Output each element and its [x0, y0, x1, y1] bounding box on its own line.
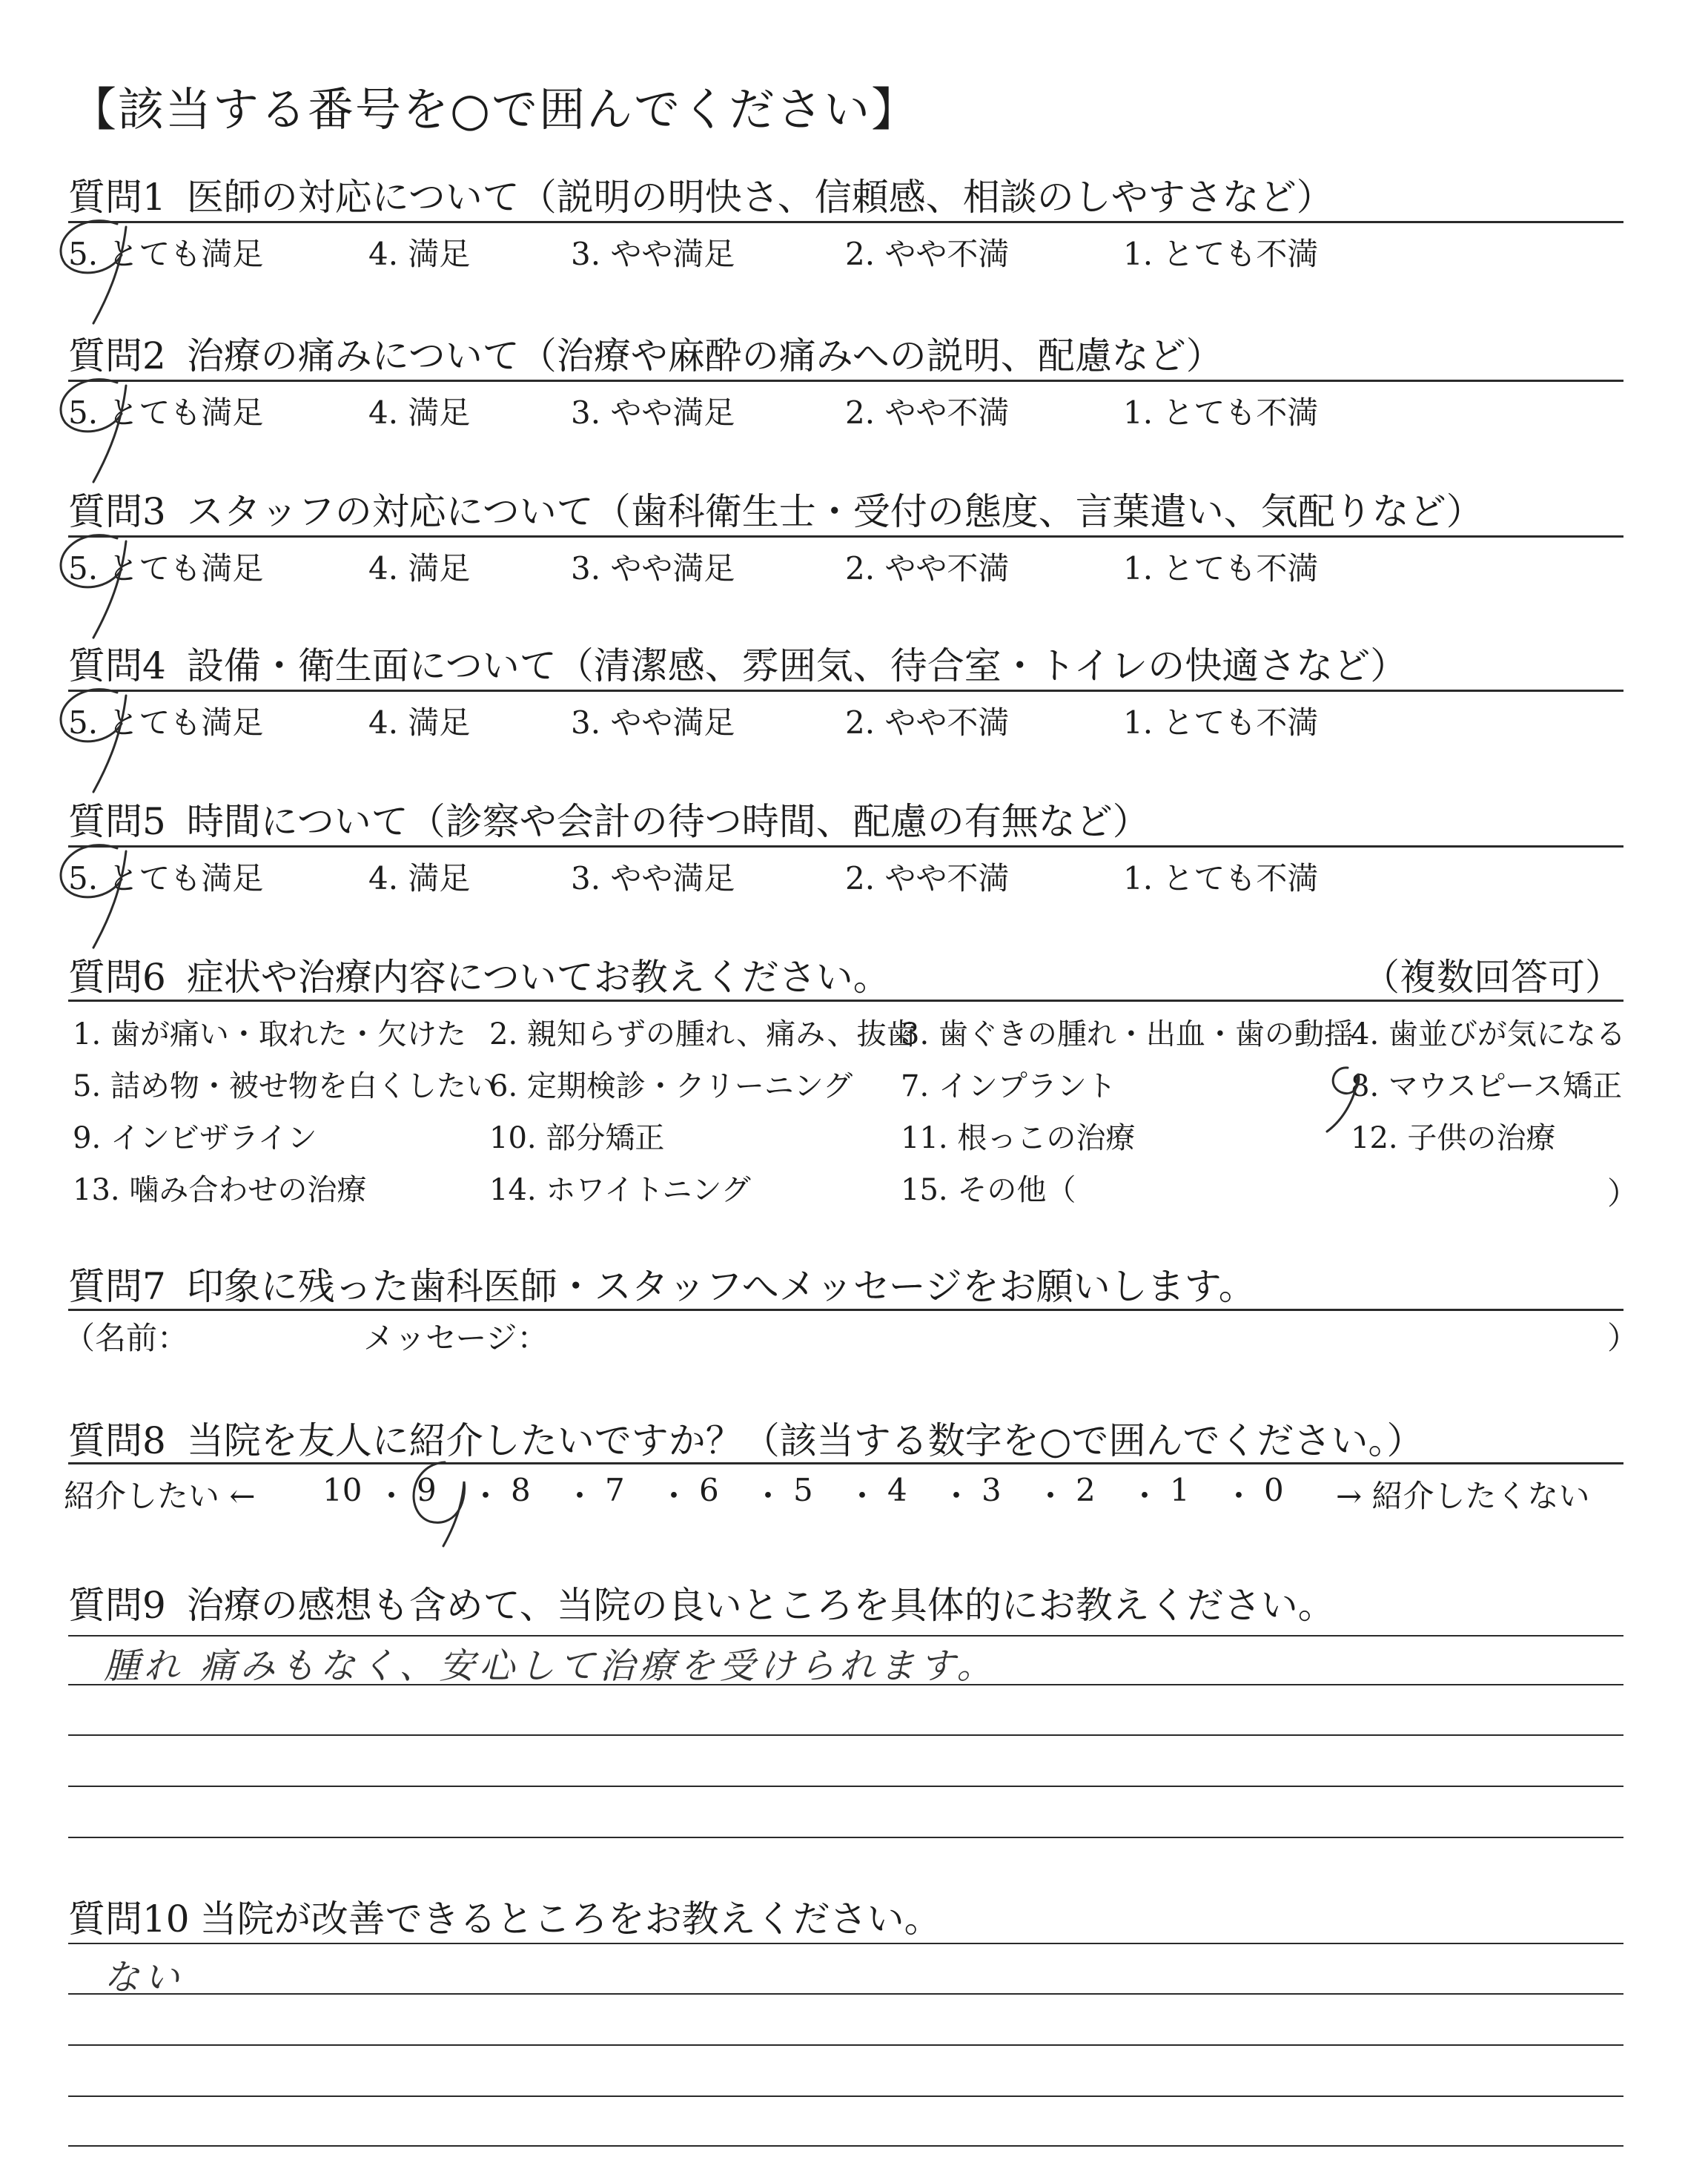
q4-answer-tail	[93, 696, 126, 792]
q6-item-2[interactable]: 2. 親知らずの腫れ、痛み、抜歯	[489, 1017, 916, 1051]
q6-item-3[interactable]: 3. 歯ぐきの腫れ・出血・歯の動揺	[901, 1017, 1354, 1051]
q7-message-label: メッセージ：	[363, 1320, 549, 1356]
q8-selected-circle	[414, 1462, 464, 1546]
q5-option-1[interactable]: 1. とても不満	[1123, 860, 1319, 896]
q4-text: 設備・衛生面について（清潔感、雰囲気、待合室・トイレの快適さなど）	[186, 644, 1408, 687]
q8-left-label: 紹介したい ←	[64, 1478, 256, 1514]
q2-number: 質問2	[68, 334, 166, 377]
q3-option-4[interactable]: 4. 満足	[368, 550, 471, 587]
q1-number: 質問1	[68, 176, 166, 219]
q1-option-5[interactable]: 5. とても満足	[68, 236, 264, 272]
q7-name-label: （名前：	[64, 1320, 189, 1356]
q8-scale-0[interactable]: 0	[1264, 1472, 1284, 1508]
q6-item-1[interactable]: 1. 歯が痛い・取れた・欠けた	[73, 1017, 466, 1051]
q2-text: 治療の痛みについて（治療や麻酔の痛みへの説明、配慮など）	[186, 334, 1223, 377]
q7-text: 印象に残った歯科医師・スタッフへメッセージをお願いします。	[186, 1265, 1256, 1308]
q4-number: 質問4	[68, 644, 166, 687]
q8-right-label: → 紹介したくない	[1336, 1478, 1590, 1514]
q8-scale-5[interactable]: 5	[793, 1472, 813, 1508]
q8-scale-separator: ・	[941, 1478, 973, 1514]
q2-answer-circle	[61, 380, 122, 432]
q6-item-8-mark	[1327, 1068, 1359, 1132]
q8-scale-separator: ・	[752, 1478, 784, 1514]
q6-close-paren: ）	[1607, 1175, 1639, 1212]
q6-number: 質問6	[68, 956, 166, 999]
q6-text: 症状や治療内容についてお教えください。	[186, 956, 890, 999]
q5-option-5[interactable]: 5. とても満足	[68, 860, 264, 896]
q9-text: 治療の感想も含めて、当院の良いところを具体的にお教えください。	[186, 1584, 1335, 1627]
q8-scale-2[interactable]: 2	[1076, 1472, 1096, 1508]
q7-number: 質問7	[68, 1265, 166, 1308]
q2-option-2[interactable]: 2. やや不満	[845, 394, 1010, 431]
q5-option-2[interactable]: 2. やや不満	[845, 860, 1010, 896]
q8-scale-separator: ・	[470, 1478, 502, 1514]
q8-scale-1[interactable]: 1	[1170, 1472, 1190, 1508]
q1-answer-tail	[93, 227, 126, 323]
q2-option-4[interactable]: 4. 満足	[368, 394, 471, 431]
q3-number: 質問3	[68, 490, 166, 533]
q6-note: （複数回答可）	[1363, 956, 1622, 999]
q5-option-3[interactable]: 3. やや満足	[571, 860, 735, 896]
q8-number: 質問8	[68, 1419, 166, 1462]
q1-option-2[interactable]: 2. やや不満	[845, 236, 1010, 272]
q5-text: 時間について（診察や会計の待つ時間、配慮の有無など）	[186, 800, 1150, 843]
q3-option-1[interactable]: 1. とても不満	[1123, 550, 1319, 587]
form-title: 【該当する番号を○で囲んでください】	[70, 82, 919, 136]
q9-number: 質問9	[68, 1584, 166, 1627]
q6-item-12[interactable]: 12. 子供の治療	[1351, 1121, 1556, 1155]
q5-answer-tail	[93, 851, 126, 948]
q8-scale-6[interactable]: 6	[699, 1472, 719, 1508]
q5-answer-circle	[61, 845, 122, 897]
q8-text: 当院を友人に紹介したいですか？（該当する数字を○で囲んでください。）	[186, 1419, 1424, 1462]
q4-option-5[interactable]: 5. とても満足	[68, 704, 264, 741]
q1-answer-circle	[61, 221, 122, 273]
q2-option-1[interactable]: 1. とても不満	[1123, 394, 1319, 431]
q8-scale-separator: ・	[1223, 1478, 1255, 1514]
q8-scale-3[interactable]: 3	[982, 1472, 1002, 1508]
q4-option-2[interactable]: 2. やや不満	[845, 704, 1010, 741]
q8-scale-9[interactable]: 9	[417, 1472, 437, 1508]
q3-answer-tail	[93, 541, 126, 638]
q8-scale-7[interactable]: 7	[605, 1472, 625, 1508]
q4-option-4[interactable]: 4. 満足	[368, 704, 471, 741]
q7-close-paren: ）	[1607, 1320, 1639, 1356]
q6-item-8[interactable]: 8. マウスピース矯正	[1351, 1069, 1623, 1103]
q1-option-3[interactable]: 3. やや満足	[571, 236, 735, 272]
q8-scale-separator: ・	[658, 1478, 690, 1514]
q5-number: 質問5	[68, 800, 166, 843]
q1-option-4[interactable]: 4. 満足	[368, 236, 471, 272]
q6-item-9[interactable]: 9. インビザライン	[73, 1121, 317, 1155]
q4-option-3[interactable]: 3. やや満足	[571, 704, 735, 741]
q9-handwritten-answer: 腫れ 痛みもなく、安心して治療を受けられます。	[104, 1645, 997, 1687]
q3-text: スタッフの対応について（歯科衛生士・受付の態度、言葉遣い、気配りなど）	[186, 490, 1483, 533]
q2-answer-tail	[93, 386, 126, 482]
q6-item-5[interactable]: 5. 詰め物・被せ物を白くしたい	[73, 1069, 496, 1103]
q10-number: 質問10	[68, 1898, 190, 1941]
q4-option-1[interactable]: 1. とても不満	[1123, 704, 1319, 741]
q10-text: 当院が改善できるところをお教えください。	[199, 1898, 941, 1941]
q5-option-4[interactable]: 4. 満足	[368, 860, 471, 896]
q6-item-10[interactable]: 10. 部分矯正	[489, 1121, 665, 1155]
q6-item-4[interactable]: 4. 歯並びが気になる	[1351, 1017, 1626, 1051]
q1-text: 医師の対応について（説明の明快さ、信頼感、相談のしやすさなど）	[186, 176, 1334, 219]
q3-answer-circle	[61, 535, 122, 587]
q6-item-6[interactable]: 6. 定期検診・クリーニング	[489, 1069, 853, 1103]
q3-option-3[interactable]: 3. やや満足	[571, 550, 735, 587]
q8-scale-separator: ・	[1035, 1478, 1067, 1514]
q2-option-5[interactable]: 5. とても満足	[68, 394, 264, 431]
q6-item-15[interactable]: 15. その他（	[901, 1173, 1076, 1207]
q8-scale-separator: ・	[564, 1478, 596, 1514]
q4-answer-circle	[61, 690, 122, 742]
q6-item-7[interactable]: 7. インプラント	[901, 1069, 1116, 1103]
q8-scale-4[interactable]: 4	[887, 1472, 907, 1508]
q3-option-5[interactable]: 5. とても満足	[68, 550, 264, 587]
q8-scale-separator: ・	[1129, 1478, 1161, 1514]
q6-item-13[interactable]: 13. 噛み合わせの治療	[73, 1173, 367, 1207]
q6-item-11[interactable]: 11. 根っこの治療	[901, 1121, 1136, 1155]
q1-option-1[interactable]: 1. とても不満	[1123, 236, 1319, 272]
q10-handwritten-answer: ない	[104, 1957, 185, 1998]
q3-option-2[interactable]: 2. やや不満	[845, 550, 1010, 587]
q2-option-3[interactable]: 3. やや満足	[571, 394, 735, 431]
q8-scale-separator: ・	[376, 1478, 408, 1514]
q8-scale-10[interactable]: 10	[322, 1472, 363, 1508]
q6-item-14[interactable]: 14. ホワイトニング	[489, 1173, 751, 1207]
q8-scale-separator: ・	[847, 1478, 878, 1514]
q8-scale-8[interactable]: 8	[511, 1472, 531, 1508]
